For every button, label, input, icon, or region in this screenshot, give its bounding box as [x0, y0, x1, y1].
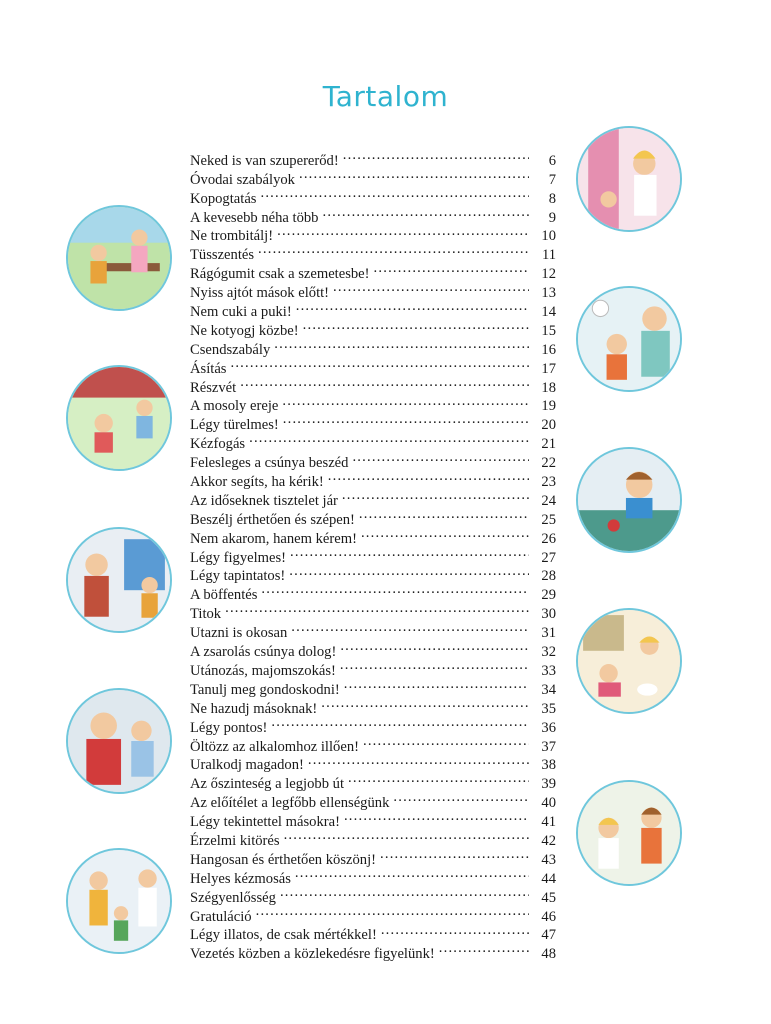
illustration-family-shopping [66, 848, 172, 954]
toc-dot-leader [225, 599, 529, 618]
toc-dot-leader [274, 335, 529, 354]
toc-dot-leader [284, 826, 529, 845]
toc-dot-leader [282, 392, 529, 411]
toc-dot-leader [328, 467, 529, 486]
toc-entry-page-number: 48 [541, 946, 556, 963]
toc-entry-page-number: 10 [541, 228, 556, 245]
toc-entry-title: Légy pontos! [190, 719, 268, 736]
toc-dot-leader [256, 902, 529, 921]
toc-entry-title: Akkor segíts, ha kérik! [190, 474, 324, 491]
toc-entry-page-number: 31 [541, 625, 556, 642]
toc-entry-page-number: 45 [541, 889, 556, 906]
toc-entry-page-number: 38 [541, 757, 556, 774]
toc-dot-leader [295, 864, 529, 883]
toc-entry-page-number: 27 [541, 549, 556, 566]
toc-entry-title: Ne kotyogj közbe! [190, 322, 299, 339]
illustration-boy-and-father-talking [576, 286, 682, 392]
toc-entry-page-number: 23 [541, 474, 556, 491]
toc-entry-page-number: 35 [541, 700, 556, 717]
toc-entry-page-number: 33 [541, 662, 556, 679]
toc-entry-title: Az időseknek tisztelet jár [190, 492, 338, 509]
toc-entry-page-number: 24 [541, 492, 556, 509]
toc-dot-leader [439, 939, 529, 958]
toc-entry-page-number: 13 [541, 285, 556, 302]
toc-dot-leader [343, 146, 529, 165]
toc-entry-title: Nem akarom, hanem kérem! [190, 530, 357, 547]
toc-dot-leader [308, 751, 529, 770]
illustration-girl-knocking-door [576, 126, 682, 232]
toc-entry-title: Gratuláció [190, 908, 252, 925]
toc-entry-page-number: 19 [541, 398, 556, 415]
toc-entry-title: Vezetés közben a közlekedésre figyelünk! [190, 946, 435, 963]
toc-entry[interactable] [190, 618, 556, 642]
toc-entry-title: Nem cuki a puki! [190, 304, 292, 321]
toc-dot-leader [321, 694, 529, 713]
toc-entry-page-number: 7 [548, 171, 556, 188]
toc-entry[interactable] [190, 392, 556, 415]
toc-entry-title: A böffentés [190, 587, 258, 604]
illustration-children-playing-with-cat [576, 608, 682, 714]
toc-entry-title: A zsarolás csúnya dolog! [190, 644, 337, 661]
toc-entry-title: Rágógumit csak a szemetesbe! [190, 266, 370, 283]
toc-entry[interactable] [190, 373, 556, 396]
toc-entry-page-number: 20 [541, 417, 556, 434]
illustration-children-garden [66, 365, 172, 471]
toc-entry-page-number: 25 [541, 511, 556, 528]
toc-entry-title: Csendszabály [190, 341, 271, 358]
toc-entry[interactable] [190, 146, 556, 169]
toc-entry-page-number: 15 [541, 322, 556, 339]
toc-dot-leader [290, 543, 529, 562]
toc-entry-title: Légy illatos, de csak mértékkel! [190, 927, 377, 944]
toc-entry-title: Beszélj érthetően és szépen! [190, 511, 355, 528]
toc-entry-page-number: 9 [548, 209, 556, 226]
toc-entry-title: Felesleges a csúnya beszéd [190, 455, 349, 472]
illustration-elderly-woman-helped [66, 527, 172, 633]
toc-dot-leader [359, 505, 529, 524]
toc-entry-page-number: 46 [541, 908, 556, 925]
toc-dot-leader [260, 184, 529, 203]
toc-dot-leader [230, 354, 529, 373]
toc-entry-title: Szégyenlősség [190, 889, 276, 906]
toc-entry-title: Ne trombitálj! [190, 228, 274, 245]
toc-entry-title: A kevesebb néha több [190, 209, 319, 226]
toc-entry-title: Óvodai szabályok [190, 171, 295, 188]
toc-entry-page-number: 16 [541, 341, 556, 358]
toc-entry-title: Utazni is okosan [190, 625, 288, 642]
toc-dot-leader [240, 373, 529, 392]
toc-entry-title: Légy figyelmes! [190, 549, 287, 566]
toc-entry-title: Hangosan és érthetően köszönj! [190, 851, 377, 868]
toc-entry-page-number: 18 [541, 379, 556, 396]
toc-entry-page-number: 44 [541, 870, 556, 887]
toc-entry-page-number: 47 [541, 927, 556, 944]
toc-entry-page-number: 34 [541, 681, 556, 698]
page-title: Tartalom [322, 80, 449, 113]
toc-entry-title: Ne hazudj másoknak! [190, 700, 318, 717]
toc-entry-title: Utánozás, majomszokás! [190, 662, 336, 679]
toc-dot-leader [380, 845, 529, 864]
toc-entry-page-number: 36 [541, 719, 556, 736]
toc-dot-leader [361, 524, 529, 543]
toc-entry-page-number: 40 [541, 795, 556, 812]
toc-dot-leader [344, 675, 529, 694]
toc-dot-leader [322, 203, 529, 222]
toc-dot-leader [340, 656, 529, 675]
illustration-kids-waving-hello [576, 780, 682, 886]
toc-entry-page-number: 42 [541, 832, 556, 849]
toc-entry[interactable] [190, 354, 556, 377]
toc-entry-title: Nyiss ajtót mások előtt! [190, 285, 330, 302]
toc-entry-page-number: 43 [541, 851, 556, 868]
toc-dot-leader [340, 637, 529, 656]
toc-dot-leader [271, 713, 529, 732]
toc-dot-leader [342, 486, 529, 505]
toc-entry-title: Légy tapintatos! [190, 568, 286, 585]
toc-entry-page-number: 6 [548, 152, 556, 169]
toc-dot-leader [381, 921, 529, 940]
toc-entry-page-number: 17 [541, 360, 556, 377]
toc-entry-title: Öltözz az alkalomhoz illően! [190, 738, 359, 755]
table-of-contents [190, 146, 556, 963]
toc-dot-leader [291, 618, 529, 637]
toc-dot-leader [289, 562, 529, 581]
toc-dot-leader [258, 240, 529, 259]
toc-entry-page-number: 37 [541, 738, 556, 755]
toc-entry-title: Tüsszentés [190, 247, 255, 264]
toc-entry-title: Légy tekintettel másokra! [190, 814, 340, 831]
toc-entry-page-number: 8 [548, 190, 556, 207]
toc-entry-title: Kopogtatás [190, 190, 257, 207]
toc-dot-leader [283, 410, 529, 429]
toc-dot-leader [352, 448, 529, 467]
toc-dot-leader [374, 259, 529, 278]
toc-entry-page-number: 29 [541, 587, 556, 604]
toc-dot-leader [333, 278, 529, 297]
toc-dot-leader [261, 580, 529, 599]
toc-dot-leader [296, 297, 529, 316]
toc-entry-title: A mosoly ereje [190, 398, 279, 415]
toc-entry-title: Légy türelmes! [190, 417, 279, 434]
toc-entry-page-number: 12 [541, 266, 556, 283]
toc-entry-page-number: 32 [541, 644, 556, 661]
toc-dot-leader [363, 732, 529, 751]
toc-dot-leader [277, 222, 529, 241]
toc-entry-title: Helyes kézmosás [190, 870, 291, 887]
toc-entry-title: Érzelmi kitörés [190, 832, 280, 849]
toc-dot-leader [393, 788, 529, 807]
toc-entry-title: Tanulj meg gondoskodni! [190, 681, 340, 698]
toc-dot-leader [280, 883, 529, 902]
toc-dot-leader [348, 769, 529, 788]
illustration-father-and-son [66, 688, 172, 794]
toc-entry-title: Neked is van szupererőd! [190, 152, 339, 169]
toc-entry-page-number: 22 [541, 455, 556, 472]
toc-entry-title: Kézfogás [190, 436, 246, 453]
toc-entry-page-number: 41 [541, 814, 556, 831]
toc-entry-page-number: 26 [541, 530, 556, 547]
toc-entry-title: Ásítás [190, 360, 227, 377]
toc-dot-leader [344, 807, 529, 826]
toc-dot-leader [249, 429, 529, 448]
toc-entry-page-number: 30 [541, 606, 556, 623]
toc-dot-leader [299, 165, 529, 184]
toc-dot-leader [303, 316, 529, 335]
toc-entry[interactable] [190, 599, 556, 623]
illustration-boy-at-desk [576, 447, 682, 553]
toc-entry-page-number: 39 [541, 776, 556, 793]
toc-entry-title: Titok [190, 606, 222, 623]
toc-entry-title: Uralkodj magadon! [190, 757, 304, 774]
toc-entry-page-number: 21 [541, 436, 556, 453]
toc-entry-title: Az előítélet a legfőbb ellenségünk [190, 795, 390, 812]
toc-entry-page-number: 14 [541, 304, 556, 321]
toc-entry-page-number: 11 [541, 247, 556, 264]
illustration-children-playground [66, 205, 172, 311]
toc-entry-title: Részvét [190, 379, 237, 396]
toc-entry-page-number: 28 [541, 568, 556, 585]
toc-entry-title: Az őszinteség a legjobb út [190, 776, 345, 793]
